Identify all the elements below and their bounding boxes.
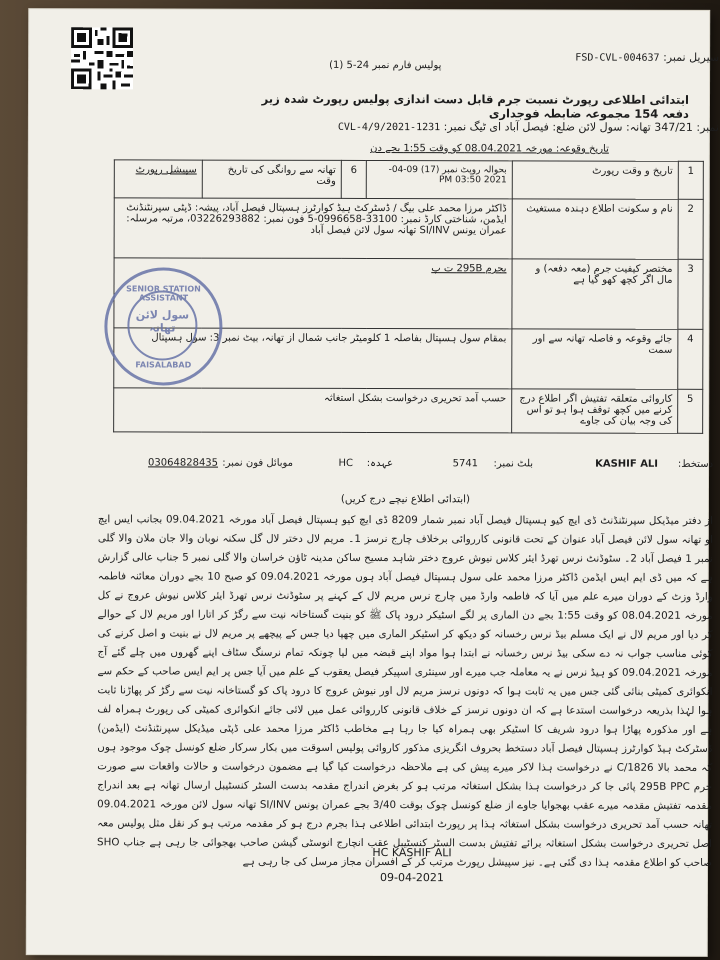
row-number: 3 xyxy=(678,259,703,329)
row-value: بجرم 295B ت پ xyxy=(114,258,512,329)
belt-number: 5741 xyxy=(452,458,479,470)
row-value: سپیشل رپورٹ xyxy=(114,160,202,198)
stamp-bottom-text: FAISALABAD xyxy=(135,360,192,370)
row-label: مختصر کیفیت جرم (معہ دفعہ) و مال اگر کچھ کھو گیا ہے xyxy=(512,259,678,329)
case-number-text: نمبر: 347/21 تھانہ: سول لائن ضلع: فیصل آباد ای ٹیگ نمبر: xyxy=(443,120,719,134)
table-row xyxy=(114,198,703,260)
footer-signature xyxy=(327,846,497,896)
serial-label: سیریل نمبر: xyxy=(663,50,720,64)
row-label: نام و سکونت اطلاع دہندہ مستغیث xyxy=(512,199,678,259)
officer-name: KASHIF ALI xyxy=(595,458,659,470)
row-value: حسب آمد تحریری درخواست بشکل استغاثہ xyxy=(114,388,512,433)
occurrence-date-line: تاریخ وقوعہ: مورخہ 08.04.2021 کو وقت 1:55 بجے دن xyxy=(370,143,609,155)
document-title: ابتدائی اطلاعی رپورٹ نسبت جرم قابل دست اندازی پولیس رپورٹ شدہ زیر دفعہ 154 مجموعہ ضابطہ فوجداری xyxy=(261,91,690,121)
row-number: 5 xyxy=(678,389,703,433)
police-station-stamp xyxy=(104,267,222,385)
fir-document-page xyxy=(27,9,720,956)
signature-label: دستخط: xyxy=(677,458,714,470)
row-label: تھانہ سے روانگی کی تاریخ وقت xyxy=(202,160,341,198)
row-value: ڈاکٹر مرزا محمد علی بیگ / ڈسٹرکٹ ہیڈ کوارٹرز ہسپتال فیصل آباد، پیشہ: ڈپٹی سپرنٹنڈنٹ ایڈمن، شناختی کارڈ نمبر: 33100-0996658-5 فون نمبر: 03226293882، مرتبہ مرسلہ: عمران یونس SI/INV تھانہ سول لائن فیصل آباد xyxy=(114,198,512,259)
narrative-subtitle: (ابتدائی اطلاع نیچے درج کریں) xyxy=(340,492,471,506)
row-number: 1 xyxy=(678,161,703,199)
narrative-paragraph: از دفتر میڈیکل سپرنٹنڈنٹ ڈی ایچ کیو ہسپتال فیصل آباد نمبر شمار 8209 ڈی ایچ کیو ہسپتال فیصل آباد مورخہ 09.04.2021 بجانب ایس ایچ او تھانہ سول لائن فیصل آباد عنوان کے تحت قانونی کارروائی برخلاف چارج نرسز 1۔ مریم لال دختر لال گل سکنہ نوبان والا جان ملان والا گلی نمبر 1 فیصل آباد 2۔ سٹوڈنٹ نرس تھرڈ ایئر کلاس نیوش عروج دختر شاہد مسیح ساکن مدینہ ٹاؤن خراسان والا گلی نمبر 5 جناب عالی گزارش ہے کہ میں ڈی ایم ایس ایڈمن ڈاکٹر مرزا محمد علی سول ہسپتال فیصل آباد ہوں مورخہ 09.04.2021 کو صبح 10 بجے دوران معائنہ فاطمہ وارڈ وزٹ کے دوران میرے علم میں آیا کہ فاطمہ وارڈ میں چارج نرس مریم لال کے کہنے پر سٹوڈنٹ نرس تھرڈ ایئر کلاس نیوش عروج نے کل مورخہ 08.04.2021 کو وقت 1:55 بجے دن الماری پر لگے اسٹیکر درود پاک ﷺ کو بنیت گستاخانہ نیت سے رگڑ کر اتارا اور مریم لال کے حوالے کر دیا اور مریم لال نے ایک مسلم بیڈ نرس رخسانہ کو دیکھ کر اسٹیکر الماری میں چھپا دیا جس کے پیچھے پر مریم لال نے بنیت و اصل کرنے کی کوئی مناسب جواب نہ دے سکی بیڈ نرس رخسانہ نے ابتدا ہوا مواد اپنے قبضہ میں لیا چونکہ تمام نرسنگ سٹاف اپنے گھروں میں چلے گئے آج مورخہ 09.04.2021 کو ہیڈ نرس نے یہ معاملہ جب میرے اور سینئری اسپیکر فیصل یعقوب کے علم میں آیا جس پر ایم ایس صاحب کے حکم سے انکوائری کمیٹی بنائی گئی جس میں یہ ثابت ہوا کہ دونوں نرسز مریم لال اور نیوش عروج کا درود پاک کو گستاخانہ نیت سے رگڑ کر پھاڑنا ثابت ہوا لہٰذا بذریعہ درخواست استدعا ہے کہ ان دونوں نرسز کے خلاف قانونی کارروائی عمل میں لائی جائے انکوائری کمیٹی کی رپورٹ ہمراہ لف ہے اور مذکورہ پھاڑا ہوا درود شریف کا اسٹیکر بھی ہمراہ کیا جا رہا ہے مخاطب ڈاکٹر مرزا محمد علی ڈپٹی میڈیکل سپرنٹنڈنٹ (ایڈمن) ڈسٹرکٹ ہیڈ کوارٹرز ہسپتال فیصل آباد دستخط بحروف انگریزی مذکور کاروائی پولیس اسوقت میں بکار سرکار ضلع کونسل چوک موجود ہوں کہ محمد بالا C/1826 نے درخواست ہذا لاکر میرے پیش کی ہے ملاحظہ درخواست کیا گیا ہے مضمون درخواست و حالات واقعات سے صورت جرم 295B PPC پائی جا کر درخواست ہذا بشکل استغاثہ مرتب ہو کر بغرض اندراج مقدمہ بدست السٹر کنسٹیبل ارسال تھانہ ہے بعد اندراج مقدمہ تفتیش مقدمہ میرے عقب بھجوایا جاوے از ضلع کونسل چوک بوقت 3/40 بجے عمران یونس SI/INV تھانہ سول لائن مورخہ 09.04.2021 تھانہ حسب آمد تحریری درخواست بشکل استغاثہ ہذا پر رپورٹ ابتدائی اطلاعی ہذا بجرم درج ہو کر مقدمہ مرتب ہو کر نقل مثل پولیس معہ اصل تحریری درخواست بشکل استغاثہ برائے تفتیش بدست السٹر کنسٹیبل عقب انچارج انوسٹی گیشن صاحب بھجوائی جا رہی ہے جناب SHO صاحب کو اطلاع مقدمہ ہذا دی گئی ہے۔ نیز سپیشل رپورٹ مرتب کر کے افسران مجاز مرسل کی جا رہی ہے xyxy=(97,513,713,869)
table-row xyxy=(114,388,703,434)
row-number: 2 xyxy=(678,199,703,259)
officer-signature-row xyxy=(123,457,713,475)
qr-code xyxy=(71,27,133,89)
row-label: کاروائی متعلقہ تفتیش اگر اطلاع درج کرنے میں کچھ توقف ہوا ہو تو اس کی وجہ بیان کی جاوے xyxy=(512,389,678,433)
case-number-line xyxy=(309,120,719,134)
footer-signer: HC KASHIF ALI xyxy=(372,846,452,860)
table-row xyxy=(114,160,703,200)
footer-date: 09-04-2021 xyxy=(379,871,444,885)
row-label: تاریخ و وقت رپورٹ xyxy=(512,161,678,199)
row-number: 6 xyxy=(341,160,366,198)
row-value: بحوالہ روپٹ نمبر (17) 09-04-2021 03:50 PM xyxy=(366,160,512,198)
serial-number xyxy=(434,50,719,64)
row-number: 4 xyxy=(678,329,703,389)
rank-value: HC xyxy=(338,457,354,469)
mobile-number: 03064828435 xyxy=(148,457,219,469)
row-value: بمقام سول ہسپتال بفاصلہ 1 کلومیٹر جانب شمال از تھانہ، بیٹ نمبر 3: سول ہسپتال xyxy=(114,328,512,389)
etag-number: CVL-4/9/2021-1231 xyxy=(337,121,441,134)
serial-value: FSD-CVL-004637 xyxy=(575,52,660,64)
mobile-label: موبائل فون نمبر: xyxy=(222,457,294,469)
belt-label: بلٹ نمبر: xyxy=(493,458,534,470)
stamp-top-text: SENIOR STATION ASSISTANT xyxy=(126,284,201,303)
row-label: جائے وقوعہ و فاصلہ تھانہ سے اور سمت xyxy=(512,329,678,389)
rank-label: عہدہ: xyxy=(366,457,394,470)
stamp-center-text: سول لائن تھانہ xyxy=(135,308,190,335)
form-number: پولیس فارم نمبر 24-5 (1) xyxy=(329,59,442,72)
fir-narrative xyxy=(97,489,713,873)
